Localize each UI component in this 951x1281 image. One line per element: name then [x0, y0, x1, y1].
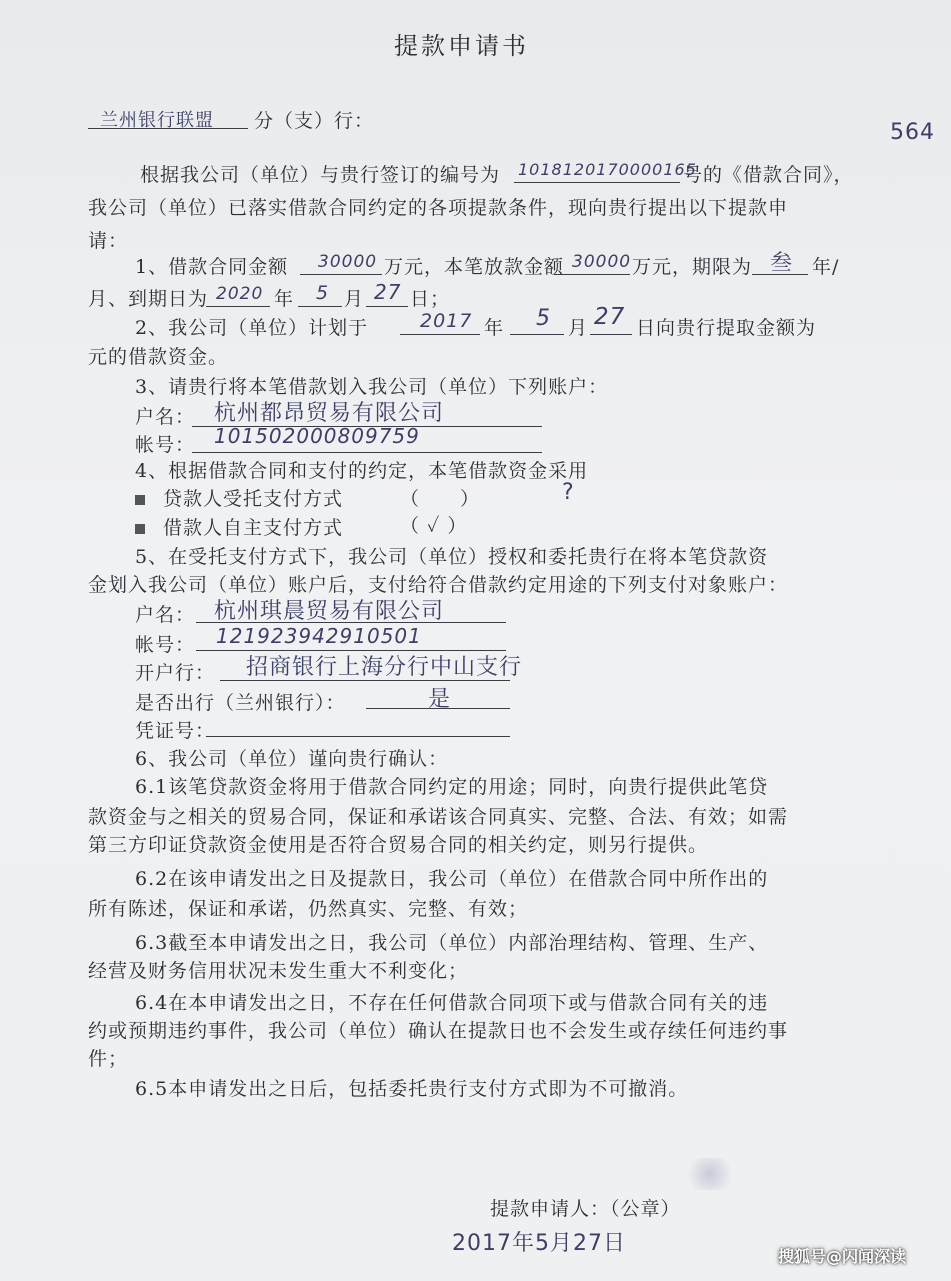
item1-h: 日； — [410, 288, 451, 310]
item6-intro: 6、我公司（单位）谨向贵行确认： — [135, 748, 449, 770]
item6-4-line2: 约或预期违约事件，我公司（单位）确认在提款日也不会发生或存续任何违约事 — [88, 1020, 789, 1042]
item3-acct-underline — [192, 452, 542, 453]
item5-name-label: 户名： — [135, 604, 196, 626]
document-title: 提款申请书 — [394, 32, 529, 60]
item2-year: 2017 — [420, 310, 473, 332]
item3-intro: 3、请贵行将本笔借款划入我公司（单位）下列账户： — [135, 376, 609, 398]
item4-opt1-checkbox: （ ） — [400, 488, 481, 510]
item2-d: 日向贵行提取金额为 — [636, 317, 817, 339]
item4-opt1-note: ? — [562, 480, 575, 505]
item6-1-line1: 6.1该笔贷款资金将用于借款合同约定的用途；同时，向贵行提供此笔贷 — [135, 776, 769, 798]
item1-loan: 30000 — [572, 252, 632, 272]
margin-number: 564 — [890, 120, 935, 145]
item1-term-underline — [752, 274, 808, 275]
item1-term: 叁 — [770, 251, 794, 276]
item1-c: 万元，期限为 — [632, 256, 753, 278]
item1-e: 月、到期日为 — [88, 288, 209, 310]
item1-month: 5 — [316, 282, 330, 304]
item5-name-underline — [196, 622, 506, 623]
item3-acct-value: 101502000809759 — [214, 424, 420, 448]
bank-name-underline — [88, 128, 248, 129]
item1-a: 1、借款合同金额 — [135, 256, 289, 278]
item1-year-underline — [206, 306, 270, 307]
item2-year-underline — [400, 334, 480, 335]
item1-day-underline — [366, 306, 408, 307]
item5-voucher-underline — [206, 736, 510, 737]
signature-date: 2017年5月27日 — [452, 1231, 626, 1256]
item2-month: 5 — [536, 306, 551, 331]
p1-line1-a: 根据我公司（单位）与贵行签订的编号为 — [140, 164, 501, 186]
item6-3-line1: 6.3截至本申请发出之日，我公司（单位）内部治理结构、管理、生产、 — [135, 932, 769, 954]
item4-option-entrusted — [135, 484, 343, 511]
item5-bank-value: 招商银行上海分行中山支行 — [246, 655, 523, 680]
faint-stamp — [682, 1158, 738, 1190]
bullet-square-icon — [135, 524, 145, 534]
item1-amount-underline — [300, 274, 382, 275]
bank-name-handwritten: 兰州银行联盟 — [100, 110, 214, 131]
item5-line1: 5、在受托支付方式下，我公司（单位）授权和委托贵行在将本笔贷款资 — [135, 546, 769, 568]
bullet-square-icon — [135, 495, 145, 505]
item4-opt1-label: 贷款人受托支付方式 — [163, 488, 344, 510]
item6-1-line3: 第三方印证贷款资金使用是否符合贸易合同的相关约定，则另行提供。 — [88, 834, 709, 856]
item2-a: 2、我公司（单位）计划于 — [135, 317, 369, 339]
item6-5: 6.5本申请发出之日后，包括委托贵行支付方式即为不可撤消。 — [135, 1078, 689, 1100]
item6-1-line2: 款资金与之相关的贸易合同，保证和承诺该合同真实、完整、合法、有效；如需 — [88, 806, 789, 828]
item1-amount: 30000 — [318, 252, 378, 272]
item6-3-line2: 经营及财务信用状况未发生重大不利变化； — [88, 960, 469, 982]
item1-f: 年 — [274, 288, 295, 310]
item6-2-line2: 所有陈述，保证和承诺，仍然真实、完整、有效； — [88, 898, 529, 920]
item3-acct-label: 帐号： — [135, 434, 196, 456]
item2-day-underline — [590, 334, 632, 335]
item5-same-value: 是 — [428, 687, 452, 712]
bank-suffix: 分（支）行： — [254, 110, 375, 132]
item3-name-label: 户名： — [135, 406, 196, 428]
item5-bank-underline — [220, 680, 510, 681]
signature-label: 提款申请人：（公章） — [490, 1198, 681, 1220]
item5-line2: 金划入我公司（单位）账户后，支付给符合借款约定用途的下列支付对象账户： — [88, 574, 789, 596]
item6-2-line1: 6.2在该申请发出之日及提款日，我公司（单位）在借款合同中所作出的 — [135, 868, 769, 890]
item2-day: 27 — [594, 304, 626, 330]
item4-opt2-label: 借款人自主支付方式 — [163, 517, 344, 539]
item2-b: 年 — [484, 317, 505, 339]
item4-opt2-checkbox: （ ✓ ） — [400, 515, 468, 537]
item5-acct-value: 121923942910501 — [216, 624, 422, 648]
item2-month-underline — [510, 334, 564, 335]
p1-line2: 我公司（单位）已落实借款合同约定的各项提款条件，现向贵行提出以下提款申 — [88, 197, 789, 219]
item5-voucher-label: 凭证号： — [135, 720, 216, 742]
p1-line3: 请： — [88, 230, 129, 252]
watermark: 搜狐号@闪闻深读 — [778, 1247, 907, 1266]
item1-d: 年/ — [812, 256, 840, 278]
item1-year: 2020 — [216, 284, 264, 304]
item6-4-line3: 件； — [88, 1048, 129, 1070]
item1-b: 万元，本笔放款金额 — [384, 256, 565, 278]
item3-name-value: 杭州都昂贸易有限公司 — [214, 401, 445, 426]
item5-name-value: 杭州琪晨贸易有限公司 — [214, 599, 445, 624]
item5-acct-label: 帐号： — [135, 634, 196, 656]
contract-number: 1018120170000165 — [518, 160, 697, 179]
item5-same-label: 是否出行（兰州银行）： — [135, 692, 346, 714]
contract-number-underline — [514, 182, 680, 183]
item1-month-underline — [298, 306, 342, 307]
item6-4-line1: 6.4在本申请发出之日，不存在任何借款合同项下或与借款合同有关的违 — [135, 992, 769, 1014]
item1-day: 27 — [374, 280, 402, 304]
item1-loan-underline — [554, 274, 630, 275]
item1-g: 月 — [344, 288, 365, 310]
p1-line1-b: 号的《借款合同》， — [683, 164, 854, 186]
item5-bank-label: 开户行： — [135, 662, 216, 684]
item5-same-underline — [366, 708, 510, 709]
item2-e: 元的借款资金。 — [88, 346, 229, 368]
item2-c: 月 — [568, 317, 589, 339]
item4-intro: 4、根据借款合同和支付的约定，本笔借款资金采用 — [135, 460, 589, 482]
item4-option-self — [135, 513, 343, 540]
